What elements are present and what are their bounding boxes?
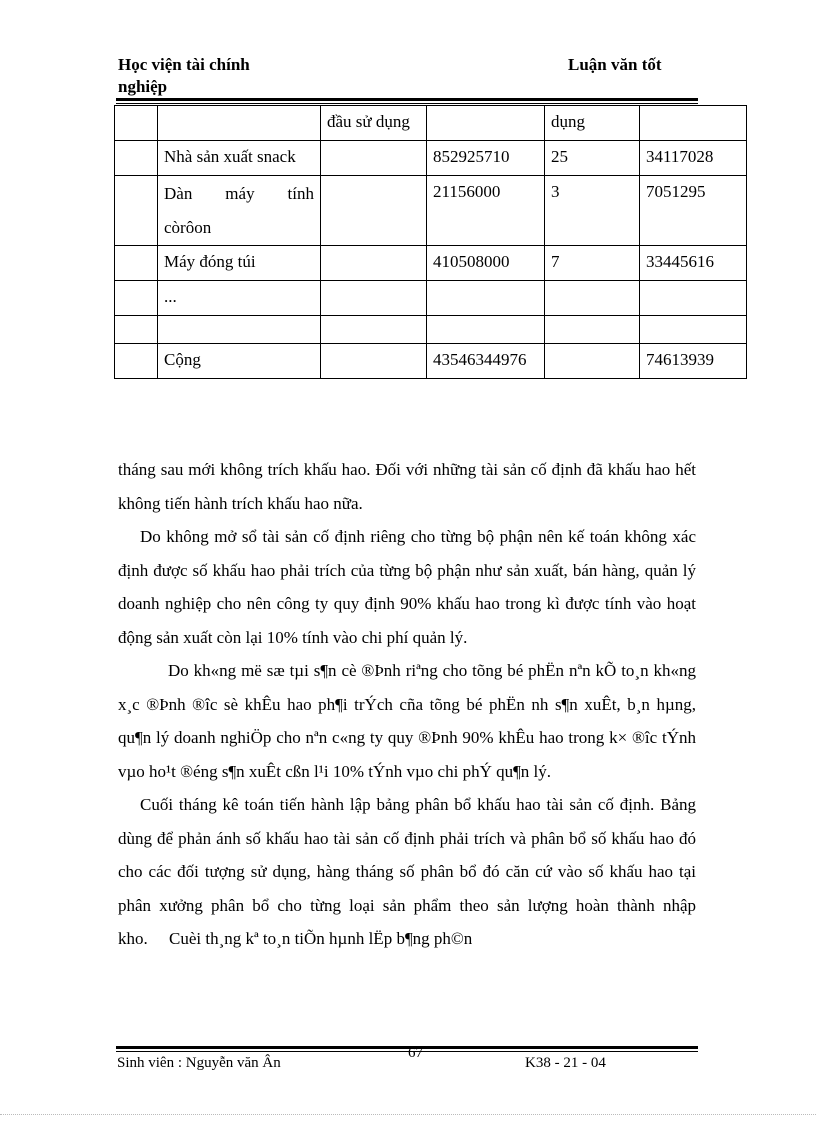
table-cell <box>427 281 545 316</box>
asset-name-line: còrôon <box>164 218 212 237</box>
table-cell <box>321 344 427 379</box>
table-row <box>115 316 747 344</box>
asset-name-cell: Máy đóng túi <box>158 246 321 281</box>
table-cell <box>115 141 158 176</box>
table-row <box>115 106 747 141</box>
depreciation-cell: 33445616 <box>640 246 747 281</box>
body-text <box>118 453 696 956</box>
paragraph-2: Do không mở sổ tài sản cố định riêng cho từng bộ phận nên kế toán không xác định được số khấu hao phải trích của từng bộ phận như sản xuất, bán hàng, quản lý doanh nghiệp cho nên công ty quy định 90% khấu hao trong kì được tính vào hoạt động sản xuất còn lại 10% tính vào chi phí quản lý. <box>118 527 696 647</box>
paragraph-1: tháng sau mới không trích khấu hao. Đối với những tài sản cố định đã khấu hao hết không tiến hành trích khấu hao nữa. <box>118 460 696 513</box>
table-row-total <box>115 344 747 379</box>
table-row <box>115 281 747 316</box>
table-cell <box>545 316 640 344</box>
table-cell <box>115 246 158 281</box>
header-institution-line2: nghiệp <box>118 77 168 96</box>
header-thesis-title: Luận văn tốt <box>568 55 662 74</box>
table-cell <box>640 106 747 141</box>
asset-name-cell: Nhà sản xuất snack <box>158 141 321 176</box>
asset-name-cell: ... <box>158 281 321 316</box>
table-cell <box>115 344 158 379</box>
useful-life-cell: 7 <box>545 246 640 281</box>
table-cell <box>158 106 321 141</box>
footer-student-name: Sinh viên : Nguyễn văn Ân <box>117 1055 281 1071</box>
table-cell <box>427 316 545 344</box>
depreciation-table <box>114 105 747 379</box>
total-label-cell: Cộng <box>158 344 321 379</box>
header-institution-line1: Học viện tài chính <box>118 55 250 74</box>
table-cell <box>640 316 747 344</box>
original-value-cell: 852925710 <box>427 141 545 176</box>
original-value-cell: 410508000 <box>427 246 545 281</box>
paragraph-4 <box>118 788 696 956</box>
footer-class-code: K38 - 21 - 04 <box>525 1055 606 1071</box>
header-rule-thick <box>116 98 698 101</box>
depreciation-cell: 34117028 <box>640 141 747 176</box>
total-value-cell: 43546344976 <box>427 344 545 379</box>
table-cell: dụng <box>545 106 640 141</box>
table-cell <box>321 281 427 316</box>
paragraph-4-legacy-tail: Cuèi th¸ng kª to¸n tiÕn hµnh lËp b¶ng ph©n <box>169 929 473 948</box>
table-cell: đầu sử dụng <box>321 106 427 141</box>
original-value-cell: 21156000 <box>427 176 545 246</box>
table-cell <box>115 281 158 316</box>
table-cell <box>321 246 427 281</box>
depreciation-cell: 7051295 <box>640 176 747 246</box>
table-cell <box>545 281 640 316</box>
table-cell <box>640 281 747 316</box>
footer-rule-thin <box>116 1051 698 1052</box>
paragraph-4-text: Cuối tháng kê toán tiến hành lập bảng phân bổ khấu hao tài sản cố định. Bảng dùng để phản ánh số khấu hao tài sản cố định phải trích và phân bổ số khấu hao đó cho các đối tượng sử dụng, hàng tháng số phân bổ đó căn cứ vào số khấu hao tại phân xưởng phân bổ cho từng loại sản phẩm theo sản lượng hoàn thành nhập kho. <box>118 795 696 948</box>
table-cell <box>321 176 427 246</box>
table-row <box>115 141 747 176</box>
asset-name-cell <box>158 176 321 246</box>
footer-rule-thick <box>116 1046 698 1049</box>
footer-page-number: 67 <box>408 1045 423 1061</box>
table-cell <box>158 316 321 344</box>
table-cell <box>321 316 427 344</box>
header-rule-thin <box>116 103 698 104</box>
paragraph-3-legacy-encoding: Do kh«ng më sæ tµi s¶n cè ®Þnh riªng cho tõng bé phËn nªn kÕ to¸n kh«ng x¸c ®Þnh ®îc sè khÊu hao ph¶i trÝch cña tõng bé phËn nh s¶n xuÊt, b¸n hµng, qu¶n lý doanh nghiÖp cho nªn c«ng ty quy ®Þnh 90% khÊu hao trong k× ®îc tÝnh vµo ho¹t ®éng s¶n xuÊt cßn l¹i 10% tÝnh vµo chi phÝ qu¶n lý. <box>118 661 696 781</box>
useful-life-cell: 3 <box>545 176 640 246</box>
useful-life-cell: 25 <box>545 141 640 176</box>
page-edge-divider <box>0 1114 816 1115</box>
header-institution <box>118 54 318 98</box>
table-row <box>115 176 747 246</box>
asset-name-line: Dàn máy tính <box>164 184 314 203</box>
table-row <box>115 246 747 281</box>
table-cell <box>427 106 545 141</box>
total-depreciation-cell: 74613939 <box>640 344 747 379</box>
table-cell <box>321 141 427 176</box>
table-cell <box>115 176 158 246</box>
table-cell <box>115 316 158 344</box>
table-cell <box>115 106 158 141</box>
table-cell <box>545 344 640 379</box>
